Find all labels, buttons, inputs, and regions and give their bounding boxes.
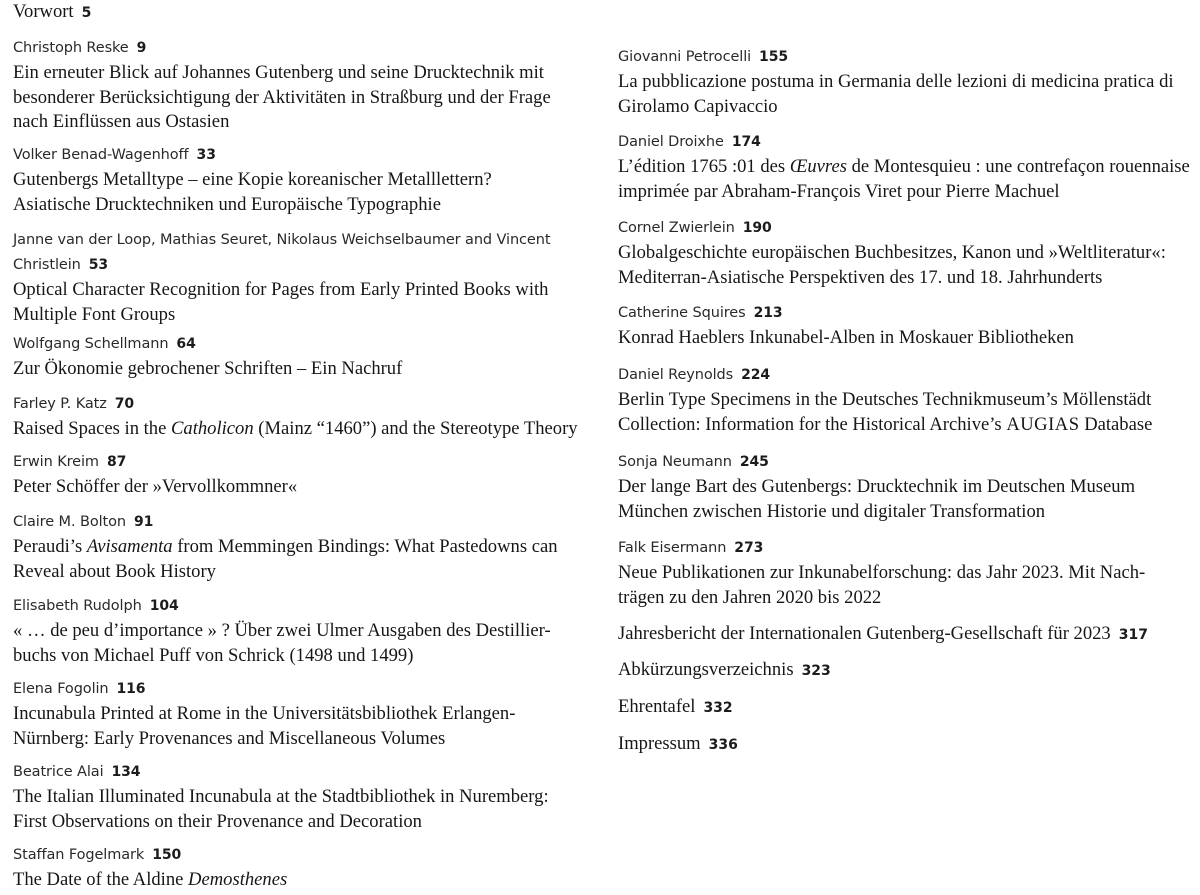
entry-title: Gutenbergs Metalltype – eine Kopie koreanischer Metalllettern? Asiatische Drucktechniken und Europäische Typographie [13,169,492,215]
entry-title: The Date of the Aldine Demosthenes [13,869,288,890]
entry-author: Volker Benad-Wagenhoff 33 [13,147,216,163]
entry-title: Ehrentafel [618,696,696,717]
toc-entry[interactable] [618,219,1166,290]
page-number: 64 [176,336,196,352]
entry-title: Abkürzungsverzeichnis [618,659,794,680]
entry-author: Staffan Fogelmark 150 [13,847,182,863]
page-number: 53 [88,257,109,273]
page-number: 116 [116,681,146,697]
page-number: 33 [196,147,216,163]
toc-entry[interactable] [13,453,297,500]
entry-title: Peter Schöffer der »Vervollkommner« [13,476,298,497]
entry-title: L’édition 1765 :01 des Œuvres de Montesquieu : une contrefaçon rouennaise imprimée par Abraham-François Viret pour Pierre Machuel [618,156,1190,202]
page-number: 336 [708,737,738,753]
toc-entry[interactable] [618,366,1152,437]
page-number: 9 [136,40,147,56]
toc-entry[interactable] [13,39,551,135]
toc-entry[interactable] [13,597,551,668]
entry-author: Erwin Kreim 87 [13,454,127,470]
entry-author: Claire M. Bolton 91 [13,514,154,530]
entry-author: Wolfgang Schellmann 64 [13,336,196,352]
entry-author: Daniel Droixhe 174 [618,134,761,150]
entry-author: Cornel Zwierlein 190 [618,220,772,236]
entry-title: The Italian Illuminated Incunabula at the Stadtbibliothek in Nuremberg: First Observations on their Provenance and Decoration [13,786,549,832]
entry-title: « … de peu d’importance » ? Über zwei Ulmer Ausgaben des Destillier- buchs von Michael Puff von Schrick (1498 und 1499) [13,620,551,666]
entry-author: Catherine Squires 213 [618,305,783,321]
page-number: 87 [106,454,127,470]
page-number: 134 [111,764,141,780]
entry-author: Beatrice Alai 134 [13,764,141,780]
entry-title: Zur Ökonomie gebrochener Schriften – Ein Nachruf [13,358,403,379]
toc-entry[interactable] [13,846,287,893]
entry-title: Peraudi’s Avisamenta from Memmingen Bindings: What Pastedowns can Reveal about Book History [13,536,558,582]
entry-author: Farley P. Katz 70 [13,396,135,412]
entry-title: La pubblicazione postuma in Germania delle lezioni di medicina pratica di Girolamo Capivaccio [618,71,1174,117]
entry-author: Janne van der Loop, Mathias Seuret, Nikolaus Weichselbaumer and Vincent Christlein 53 [13,232,551,273]
toc-entry[interactable] [13,513,558,584]
toc-back-matter-ehrentafel[interactable] [618,695,733,719]
page-number: 104 [149,598,179,614]
page-number: 190 [742,220,772,236]
toc-entry[interactable] [13,228,550,327]
page-number: 70 [114,396,135,412]
entry-title: Globalgeschichte europäischen Buchbesitzes, Kanon und »Weltliteratur«: Mediterran-Asiatische Perspektiven des 17. und 18. Jahrhunderts [618,242,1166,288]
page-number: 91 [133,514,154,530]
toc-entry[interactable] [13,335,402,382]
toc-entry[interactable] [618,453,1135,524]
page-number: 317 [1118,627,1148,643]
entry-title: Vorwort [13,1,74,22]
entry-title: Incunabula Printed at Rome in the Universitätsbibliothek Erlangen- Nürnberg: Early Provenances and Miscellaneous Volumes [13,703,516,749]
page-number: 155 [759,49,788,65]
entry-title: Ein erneuter Blick auf Johannes Gutenberg und seine Drucktechnik mit besonderer Berücksichtigung der Aktivitäten in Straßburg und der Frage nach Einflüssen aus Ostasien [13,62,551,132]
entry-title: Berlin Type Specimens in the Deutsches Technikmuseum’s Möllenstädt Collection: Information for the Historical Archive’s AUGIAS Database [618,389,1153,435]
page-number: 174 [731,134,761,150]
entry-author: Elisabeth Rudolph 104 [13,598,179,614]
entry-title: Optical Character Recognition for Pages from Early Printed Books with Multiple Font Groups [13,279,549,325]
toc-entry[interactable] [13,763,549,834]
toc-back-matter-abbreviations[interactable] [618,658,831,682]
entry-title: Konrad Haeblers Inkunabel-Alben in Moskauer Bibliotheken [618,327,1074,348]
toc-back-matter-annual-report[interactable] [618,622,1148,646]
toc-entry[interactable] [618,48,1174,119]
page-number: 323 [801,663,831,679]
entry-author: Sonja Neumann 245 [618,454,769,470]
entry-author: Christoph Reske 9 [13,40,147,56]
toc-entry[interactable] [618,539,1145,610]
entry-title: Jahresbericht der Internationalen Gutenberg-Gesellschaft für 2023 [618,623,1111,644]
toc-entry[interactable] [618,133,1190,204]
toc-entry[interactable] [13,395,578,442]
page-number: 5 [81,5,92,21]
toc-front-matter-vorwort[interactable] [13,0,91,24]
page-number: 332 [703,700,733,716]
entry-author: Falk Eisermann 273 [618,540,764,556]
toc-back-matter-impressum[interactable] [618,732,738,756]
entry-author: Giovanni Petrocelli 155 [618,49,788,65]
entry-title: Raised Spaces in the Catholicon (Mainz “1460”) and the Stereotype Theory [13,418,578,439]
page-number: 245 [739,454,769,470]
page-number: 150 [152,847,182,863]
toc-entry[interactable] [13,146,492,217]
entry-title: Der lange Bart des Gutenbergs: Drucktechnik im Deutschen Museum München zwischen Historie und digitaler Transformation [618,476,1136,522]
page-number: 224 [741,367,771,383]
page-number: 213 [753,305,783,321]
page-number: 273 [734,540,764,556]
entry-author: Daniel Reynolds 224 [618,367,771,383]
entry-title: Impressum [618,733,701,754]
entry-title: Neue Publikationen zur Inkunabelforschung: das Jahr 2023. Mit Nach- trägen zu den Jahren 2020 bis 2022 [618,562,1146,608]
toc-entry[interactable] [618,304,1074,351]
entry-author: Elena Fogolin 116 [13,681,146,697]
toc-entry[interactable] [13,680,515,751]
